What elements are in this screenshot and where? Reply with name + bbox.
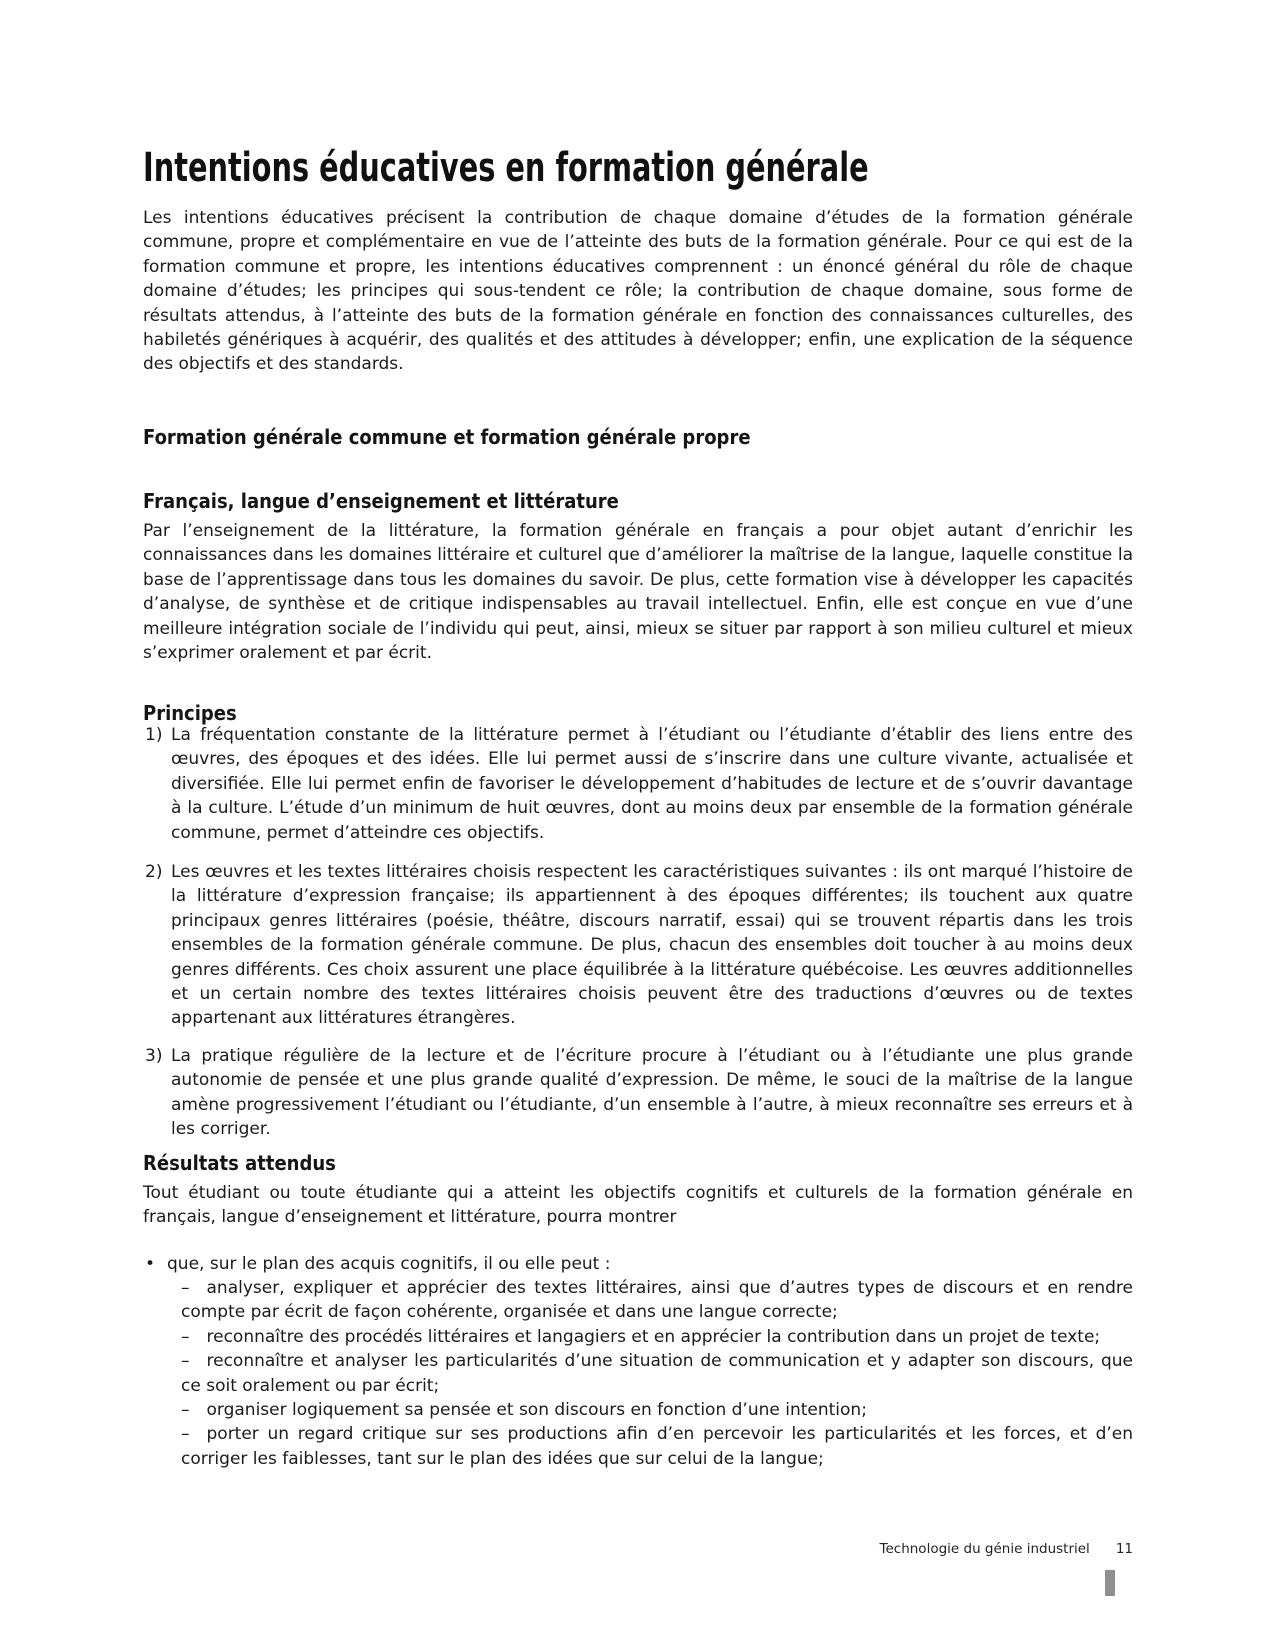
list-number: 1) (145, 725, 163, 745)
subsection-heading-principes: Principes (143, 701, 237, 725)
numbered-item-3 (143, 1044, 1133, 1142)
subsection-heading-francais: Français, langue d’enseignement et littérature (143, 489, 619, 513)
page-title: Intentions éducatives en formation générale (143, 145, 869, 191)
bullet-marker: • (145, 1254, 156, 1274)
list-item-text: analyser, expliquer et apprécier des textes littéraires, ainsi que d’autres types de discours et en rendre compte par écrit de façon cohérente, organisée et dans une langue correcte; (181, 1278, 1133, 1323)
numbered-item-1 (143, 723, 1133, 845)
list-item-text: La pratique régulière de la lecture et de l’écriture procure à l’étudiant ou à l’étudiante une plus grande autonomie de pensée et une plus grande qualité d’expression. De même, le souci de la maîtrise de la langue amène progressivement l’étudiant ou l’étudiante, d’un ensemble à l’autre, à mieux reconnaître ses erreurs et à les corriger. (171, 1046, 1133, 1140)
numbered-item-2 (143, 860, 1133, 1031)
subsection-heading-resultats: Résultats attendus (143, 1151, 336, 1175)
list-item-text: La fréquentation constante de la littérature permet à l’étudiant ou l’étudiante d’établir des liens entre des œuvres, des époques et des idées. Elle lui permet aussi de s’inscrire dans une culture vivante, actualisée et diversifiée. Elle lui permet enfin de favoriser le développement d’habitudes de lecture et de s’ouvrir davantage à la culture. L’étude d’un minimum de huit œuvres, dont au moins deux par ensemble de la formation générale commune, permet d’atteindre ces objectifs. (171, 725, 1133, 843)
bullet-item (143, 1252, 1133, 1276)
dash-marker: – (181, 1278, 190, 1298)
dash-marker: – (181, 1424, 190, 1445)
page-number: 11 (1115, 1541, 1133, 1557)
list-item-text: reconnaître et analyser les particularités d’une situation de communication et y adapter son discours, que ce soit oralement ou par écrit; (181, 1351, 1133, 1396)
list-item (181, 1276, 1133, 1325)
list-item (181, 1349, 1133, 1398)
gray-tick-mark (1105, 1570, 1115, 1596)
list-number: 2) (145, 862, 163, 882)
paragraph-francais: Par l’enseignement de la littérature, la formation générale en français a pour objet autant d’enrichir les connaissances dans les domaines littéraire et culturel que d’améliorer la maîtrise de la langue, laquelle constitue la base de l’apprentissage dans tous les domaines du savoir. De plus, cette formation vise à développer les capacités d’analyse, de synthèse et de critique indispensables au travail intellectuel. Enfin, elle est conçue en vue d’une meilleure intégration sociale de l’individu qui peut, ainsi, mieux se situer par rapport à son milieu culturel et mieux s’exprimer oralement et par écrit. (143, 521, 1133, 664)
dash-marker: – (181, 1351, 190, 1372)
bullet-item-text: que, sur le plan des acquis cognitifs, il ou elle peut : (167, 1254, 611, 1274)
dash-marker: – (181, 1400, 190, 1421)
footer-label: Technologie du génie industriel (879, 1541, 1090, 1557)
list-item (181, 1398, 1133, 1422)
dash-list (143, 1276, 1133, 1471)
list-item-text: Les œuvres et les textes littéraires choisis respectent les caractéristiques suivantes : ils ont marqué l’histoire de la littérature d’expression française; ils appartiennent à des époques différentes; ils touchent aux quatre principaux genres littéraires (poésie, théâtre, discours narratif, essai) qui se trouvent répartis dans les trois ensembles de la formation générale commune. De plus, chacun des ensembles doit toucher à au moins deux genres différents. Ces choix assurent une place équilibrée à la littérature québécoise. Les œuvres additionnelles et un certain nombre des textes littéraires choisis peuvent être des traductions d’œuvres ou de textes appartenant aux littératures étrangères. (171, 862, 1133, 1029)
list-item-text: reconnaître des procédés littéraires et langagiers et en apprécier la contribution dans un projet de texte; (206, 1326, 1101, 1347)
page-footer (143, 1541, 1133, 1557)
list-item-text: organiser logiquement sa pensée et son discours en fonction d’une intention; (206, 1400, 867, 1421)
list-number: 3) (145, 1046, 163, 1066)
intro-paragraph: Les intentions éducatives précisent la contribution de chaque domaine d’études de la formation générale commune, propre et complémentaire en vue de l’atteinte des buts de la formation générale. Pour ce qui est de la formation commune et propre, les intentions éducatives comprennent : un énoncé général du rôle de chaque domaine d’études; les principes qui sous-tendent ce rôle; la contribution de chaque domaine, sous forme de résultats attendus, à l’atteinte des buts de la formation générale en fonction des connaissances culturelles, des habiletés génériques à acquérir, des qualités et des attitudes à développer; enfin, une explication de la séquence des objectifs et des standards. (143, 208, 1133, 375)
dash-marker: – (181, 1326, 190, 1347)
paragraph-resultats-intro: Tout étudiant ou toute étudiante qui a atteint les objectifs cognitifs et culturels de la formation générale en français, langue d’enseignement et littérature, pourra montrer (143, 1183, 1133, 1228)
list-item (181, 1422, 1133, 1471)
list-item-text: porter un regard critique sur ses productions afin d’en percevoir les particularités et les forces, et d’en corriger les faiblesses, tant sur le plan des idées que sur celui de la langue; (181, 1424, 1133, 1469)
list-item (181, 1325, 1133, 1349)
section-heading-formation-generale: Formation générale commune et formation générale propre (143, 425, 751, 449)
